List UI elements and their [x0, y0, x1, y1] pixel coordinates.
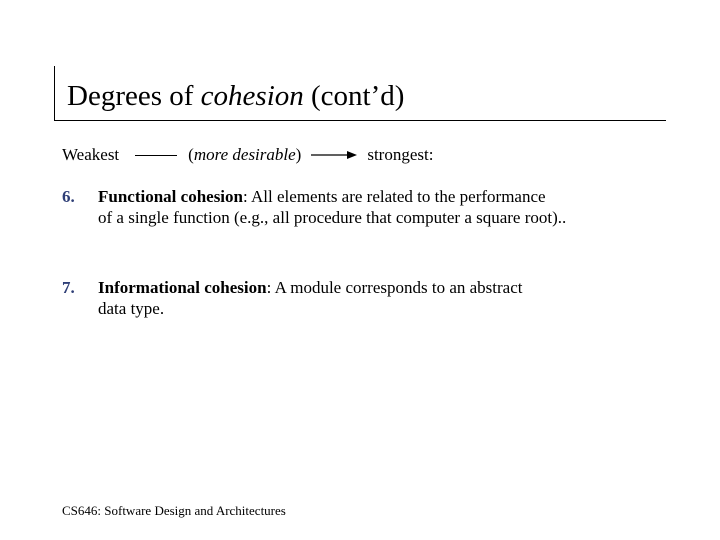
item-body — [98, 277, 658, 319]
item-keyword: Informational cohesion — [98, 278, 267, 297]
footer-text: CS646: Software Design and Architectures — [62, 503, 286, 518]
item-keyword: Functional cohesion — [98, 187, 243, 206]
item-body — [98, 186, 658, 228]
title-italic: cohesion — [200, 80, 304, 112]
item-text-line1: : All elements are related to the performance — [243, 187, 546, 206]
item-text-line2: of a single function (e.g., all procedure that computer a square root).. — [98, 208, 567, 227]
weakest-label: Weakest — [62, 145, 120, 164]
page-title — [67, 80, 404, 113]
cohesion-scale — [62, 145, 433, 165]
item-text-line1: : A module corresponds to an abstract — [266, 278, 523, 297]
middle-italic: more desirable — [193, 145, 296, 164]
middle-close: ) — [295, 145, 302, 164]
arrow-right-icon — [311, 150, 357, 160]
middle-open: ( — [188, 145, 194, 164]
item-number: 7. — [62, 278, 75, 297]
item-text-line2: data type. — [98, 299, 165, 318]
item-number: 6. — [62, 187, 75, 206]
middle-label — [188, 145, 301, 165]
title-bar — [54, 66, 666, 121]
strongest-label: strongest: — [367, 145, 434, 164]
scale-line — [135, 155, 177, 156]
title-prefix: Degrees of — [67, 80, 201, 112]
title-suffix: (cont’d) — [303, 80, 405, 112]
